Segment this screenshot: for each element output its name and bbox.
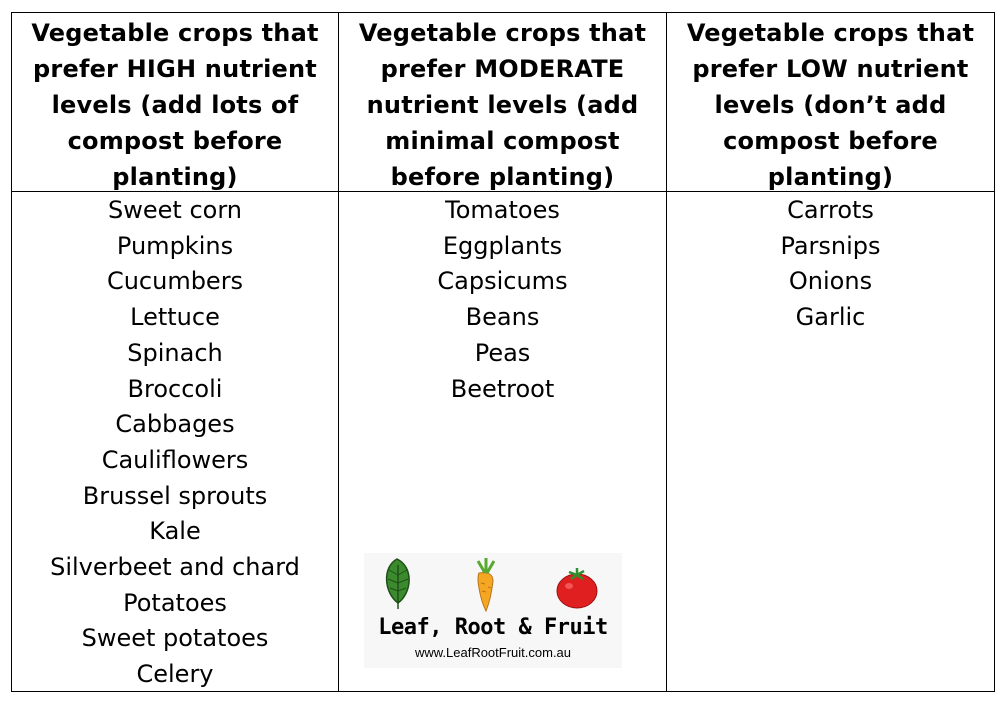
- crop-item: Eggplants: [442, 231, 563, 260]
- crop-list-low: [667, 193, 994, 336]
- crop-item: Garlic: [795, 303, 866, 332]
- crop-item: Sweet corn: [108, 196, 242, 224]
- crop-item: Brussel sprouts: [82, 481, 268, 510]
- column-header-text: Vegetable crops that prefer LOW nutrient levels (don’t add compost before planting): [686, 19, 975, 191]
- crop-item: Onions: [788, 267, 873, 296]
- crop-item: Kale: [149, 517, 201, 546]
- logo-url: www.LeafRootFruit.com.au: [414, 645, 572, 660]
- column-header-low: [667, 13, 994, 191]
- crop-list-high: [12, 193, 338, 693]
- crop-list-moderate: [339, 193, 666, 407]
- crop-item: Parsnips: [780, 231, 881, 260]
- column-header-moderate: [339, 13, 666, 191]
- column-high: [12, 13, 338, 691]
- crop-item: Celery: [136, 660, 214, 689]
- crop-item: Beans: [465, 303, 540, 332]
- crop-item: Silverbeet and chard: [50, 553, 300, 582]
- logo-icons: [364, 553, 622, 613]
- crop-item: Broccoli: [127, 374, 223, 403]
- leaf-root-fruit-logo: [364, 553, 622, 668]
- column-low: [667, 13, 994, 691]
- leaf-icon: [387, 559, 410, 609]
- crop-item: Lettuce: [130, 303, 220, 332]
- carrot-icon: [478, 558, 494, 611]
- crop-item: Cabbages: [115, 410, 235, 439]
- crop-item: Capsicums: [437, 267, 568, 296]
- logo-title: Leaf, Root & Fruit: [378, 615, 608, 640]
- crop-item: Cucumbers: [106, 267, 244, 296]
- crop-item: Tomatoes: [445, 196, 560, 224]
- crop-item: Carrots: [787, 196, 874, 224]
- tomato-icon: [557, 568, 597, 608]
- column-header-text: Vegetable crops that prefer HIGH nutrient levels (add lots of compost before planting): [31, 19, 319, 191]
- crop-item: Spinach: [127, 338, 223, 367]
- crop-item: Cauliflowers: [101, 445, 249, 474]
- crop-item: Pumpkins: [116, 231, 234, 260]
- crop-item: Peas: [474, 338, 531, 367]
- crop-item: Potatoes: [123, 588, 227, 617]
- crop-item: Beetroot: [450, 374, 555, 403]
- crop-item: Sweet potatoes: [81, 624, 269, 653]
- column-header-high: [12, 13, 338, 191]
- column-header-text: Vegetable crops that prefer MODERATE nutrient levels (add minimal compost before planting): [358, 19, 647, 191]
